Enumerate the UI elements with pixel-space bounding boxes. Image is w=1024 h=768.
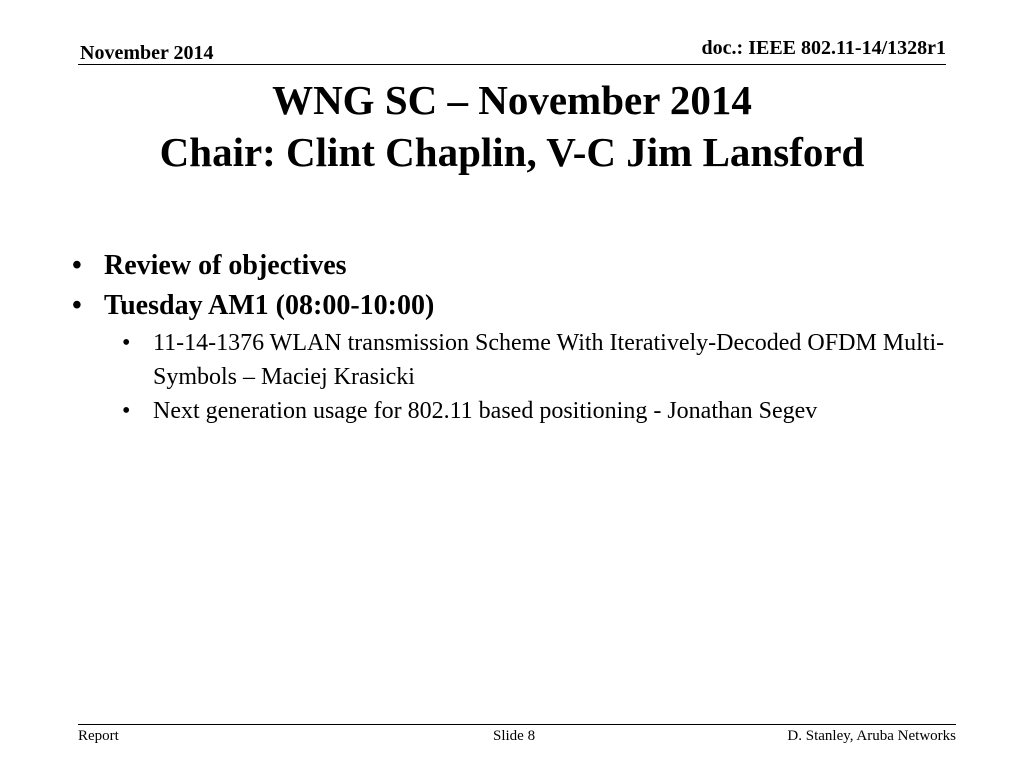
slide-title-line-1: WNG SC – November 2014 <box>272 77 752 123</box>
footer-author: D. Stanley, Aruba Networks <box>787 728 956 744</box>
header-divider <box>78 64 946 65</box>
header-date: November 2014 <box>80 42 214 64</box>
bullet-dot-icon: • <box>72 250 82 281</box>
bullet-text: Tuesday AM1 (08:00-10:00) <box>104 290 435 321</box>
bullet-dot-icon: • <box>122 398 131 424</box>
slide-title <box>0 74 1024 178</box>
slide-title-line-2: Chair: Clint Chaplin, V-C Jim Lansford <box>159 129 865 175</box>
header-doc-id: doc.: IEEE 802.11-14/1328r1 <box>701 37 946 59</box>
bullet-dot-icon: • <box>72 290 82 321</box>
bullet-item-tuesday-am1 <box>72 286 962 326</box>
sub-bullet-item-positioning <box>122 394 962 428</box>
bullet-item-review-objectives <box>72 246 962 286</box>
footer-divider <box>78 724 956 725</box>
sub-bullet-text: Next generation usage for 802.11 based positioning - Jonathan Segev <box>153 398 818 424</box>
footer-slide-number: Slide 8 <box>493 728 536 744</box>
bullet-text: Review of objectives <box>104 250 347 281</box>
bullet-dot-icon: • <box>122 330 131 356</box>
slide-body <box>72 246 962 428</box>
sub-bullet-text: 11-14-1376 WLAN transmission Scheme With Iteratively-Decoded OFDM Multi- Symbols – Maciej Krasicki <box>153 330 945 390</box>
footer-report-label: Report <box>78 728 119 744</box>
sub-bullet-item-1376 <box>122 326 962 394</box>
